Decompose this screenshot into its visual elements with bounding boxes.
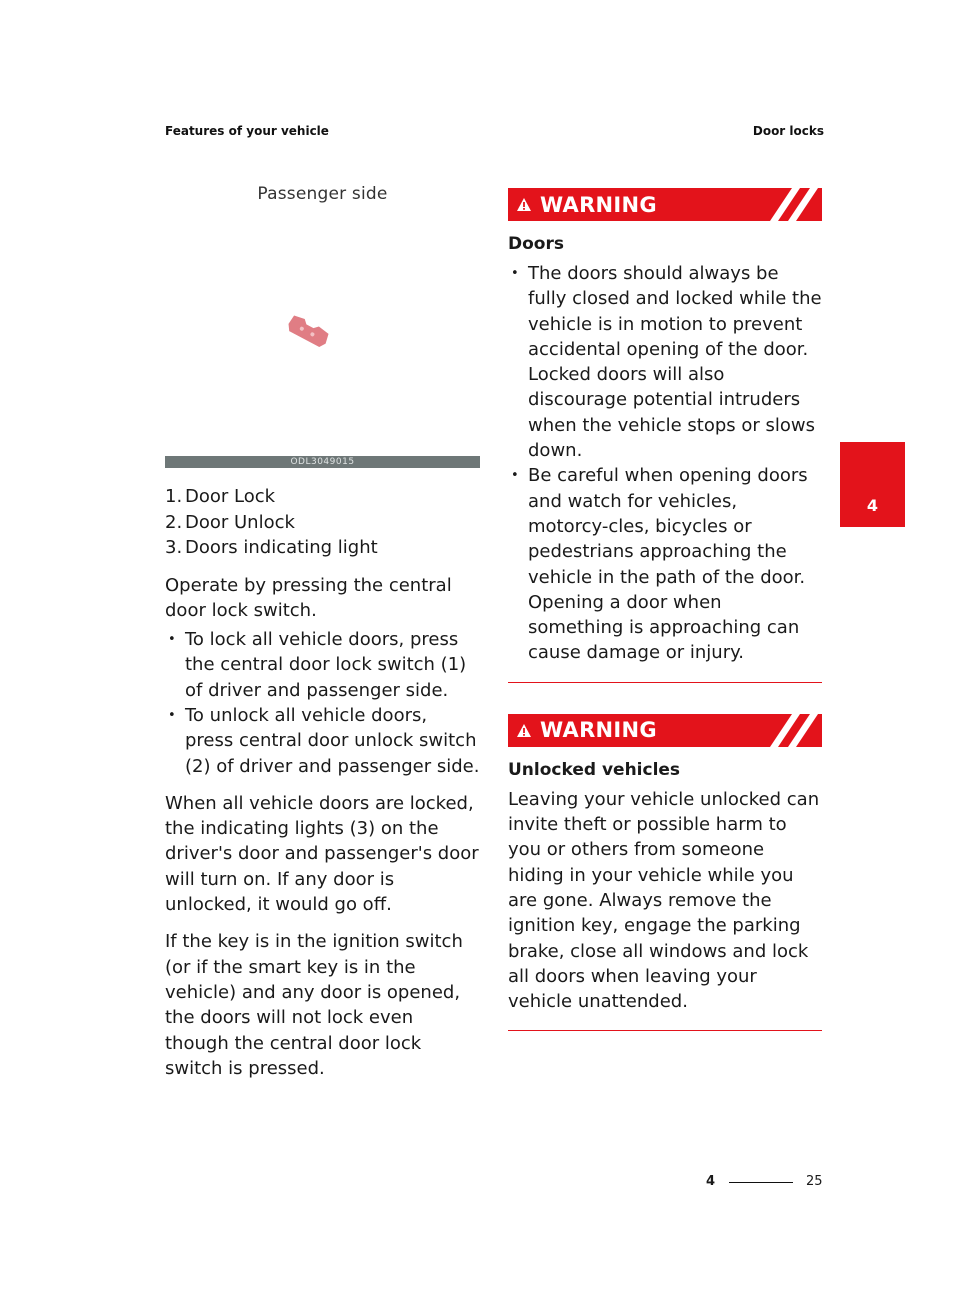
list-item-number: 3. bbox=[165, 537, 183, 558]
bullet-item: • Be careful when opening doors and watch for vehicles, motorcy-cles, bicycles or pedestrians approaching the vehicle in the path of the door. Opening a door when something is approaching can cause damage or injury. bbox=[508, 463, 822, 665]
warning-title: Unlocked vehicles bbox=[508, 759, 681, 780]
figure bbox=[165, 180, 480, 470]
warning-banner bbox=[508, 714, 822, 747]
list-item-text: Door Unlock bbox=[185, 511, 295, 533]
paragraph-key-in-ignition: If the key is in the ignition switch (or if the smart key is in the vehicle) and any door is opened, the doors will not lock even though the central door lock switch is pressed. bbox=[165, 931, 463, 1079]
warning-triangle-icon bbox=[516, 723, 532, 738]
list-item-text: Doors indicating light bbox=[185, 537, 378, 558]
warning-triangle-icon bbox=[516, 197, 532, 212]
list-item-number: 2. bbox=[165, 511, 183, 533]
warning-label: WARNING bbox=[540, 192, 657, 217]
list-item bbox=[165, 535, 480, 561]
warning-divider bbox=[508, 1030, 822, 1031]
header-section-title: Features of your vehicle bbox=[165, 124, 329, 138]
list-item bbox=[165, 484, 480, 510]
bullet-item: • The doors should always be fully closed and locked while the vehicle is in motion to prevent accidental opening of the door. Locked doors will also discourage potential intruders when the vehicle stops or slows down. bbox=[508, 261, 822, 463]
right-column bbox=[508, 188, 822, 1031]
list-item bbox=[165, 510, 480, 536]
figure-caption: Passenger side bbox=[257, 184, 388, 204]
warning-banner bbox=[508, 188, 822, 221]
door-lock-switch-illustration bbox=[283, 310, 333, 355]
chapter-tab bbox=[840, 442, 905, 527]
warning-text: Leaving your vehicle unlocked can invite theft or possible harm to you or others from someone hiding in your vehicle while you are gone. Always remove the ignition key, engage the parking brake, close all windows and lock all doors when leaving your vehicle unattended. bbox=[508, 788, 820, 1013]
chapter-tab-number: 4 bbox=[866, 496, 879, 515]
footer-chapter-number: 4 bbox=[706, 1174, 716, 1189]
numbered-list bbox=[165, 484, 480, 561]
header-topic-title: Door locks bbox=[752, 124, 824, 138]
warning-stripes-decoration bbox=[766, 714, 822, 747]
left-column bbox=[165, 180, 480, 1081]
warning-title: Doors bbox=[508, 234, 564, 254]
bullet-item: • To lock all vehicle doors, press the central door lock switch (1) of driver and passenger side. bbox=[165, 627, 480, 703]
footer-divider bbox=[729, 1182, 793, 1183]
warning-stripes-decoration bbox=[766, 188, 822, 221]
warning-divider bbox=[508, 682, 822, 683]
operate-bullets bbox=[165, 627, 480, 779]
paragraph-indicating-lights: When all vehicle doors are locked, the indicating lights (3) on the driver's door and passenger's door will turn on. If any door is unlocked, it would go off. bbox=[165, 792, 479, 916]
list-item-number: 1. bbox=[165, 486, 183, 507]
bullet-item: • To unlock all vehicle doors, press central door unlock switch (2) of driver and passenger side. bbox=[165, 703, 480, 779]
warning-label: WARNING bbox=[540, 718, 657, 743]
figure-code-bar: ODL3049015 bbox=[165, 456, 480, 468]
list-item-text: Door Lock bbox=[185, 486, 276, 507]
warning-bullets bbox=[508, 261, 822, 666]
paragraph-operate: Operate by pressing the central door lock switch. bbox=[165, 574, 452, 621]
footer-page-number: 25 bbox=[806, 1174, 823, 1189]
